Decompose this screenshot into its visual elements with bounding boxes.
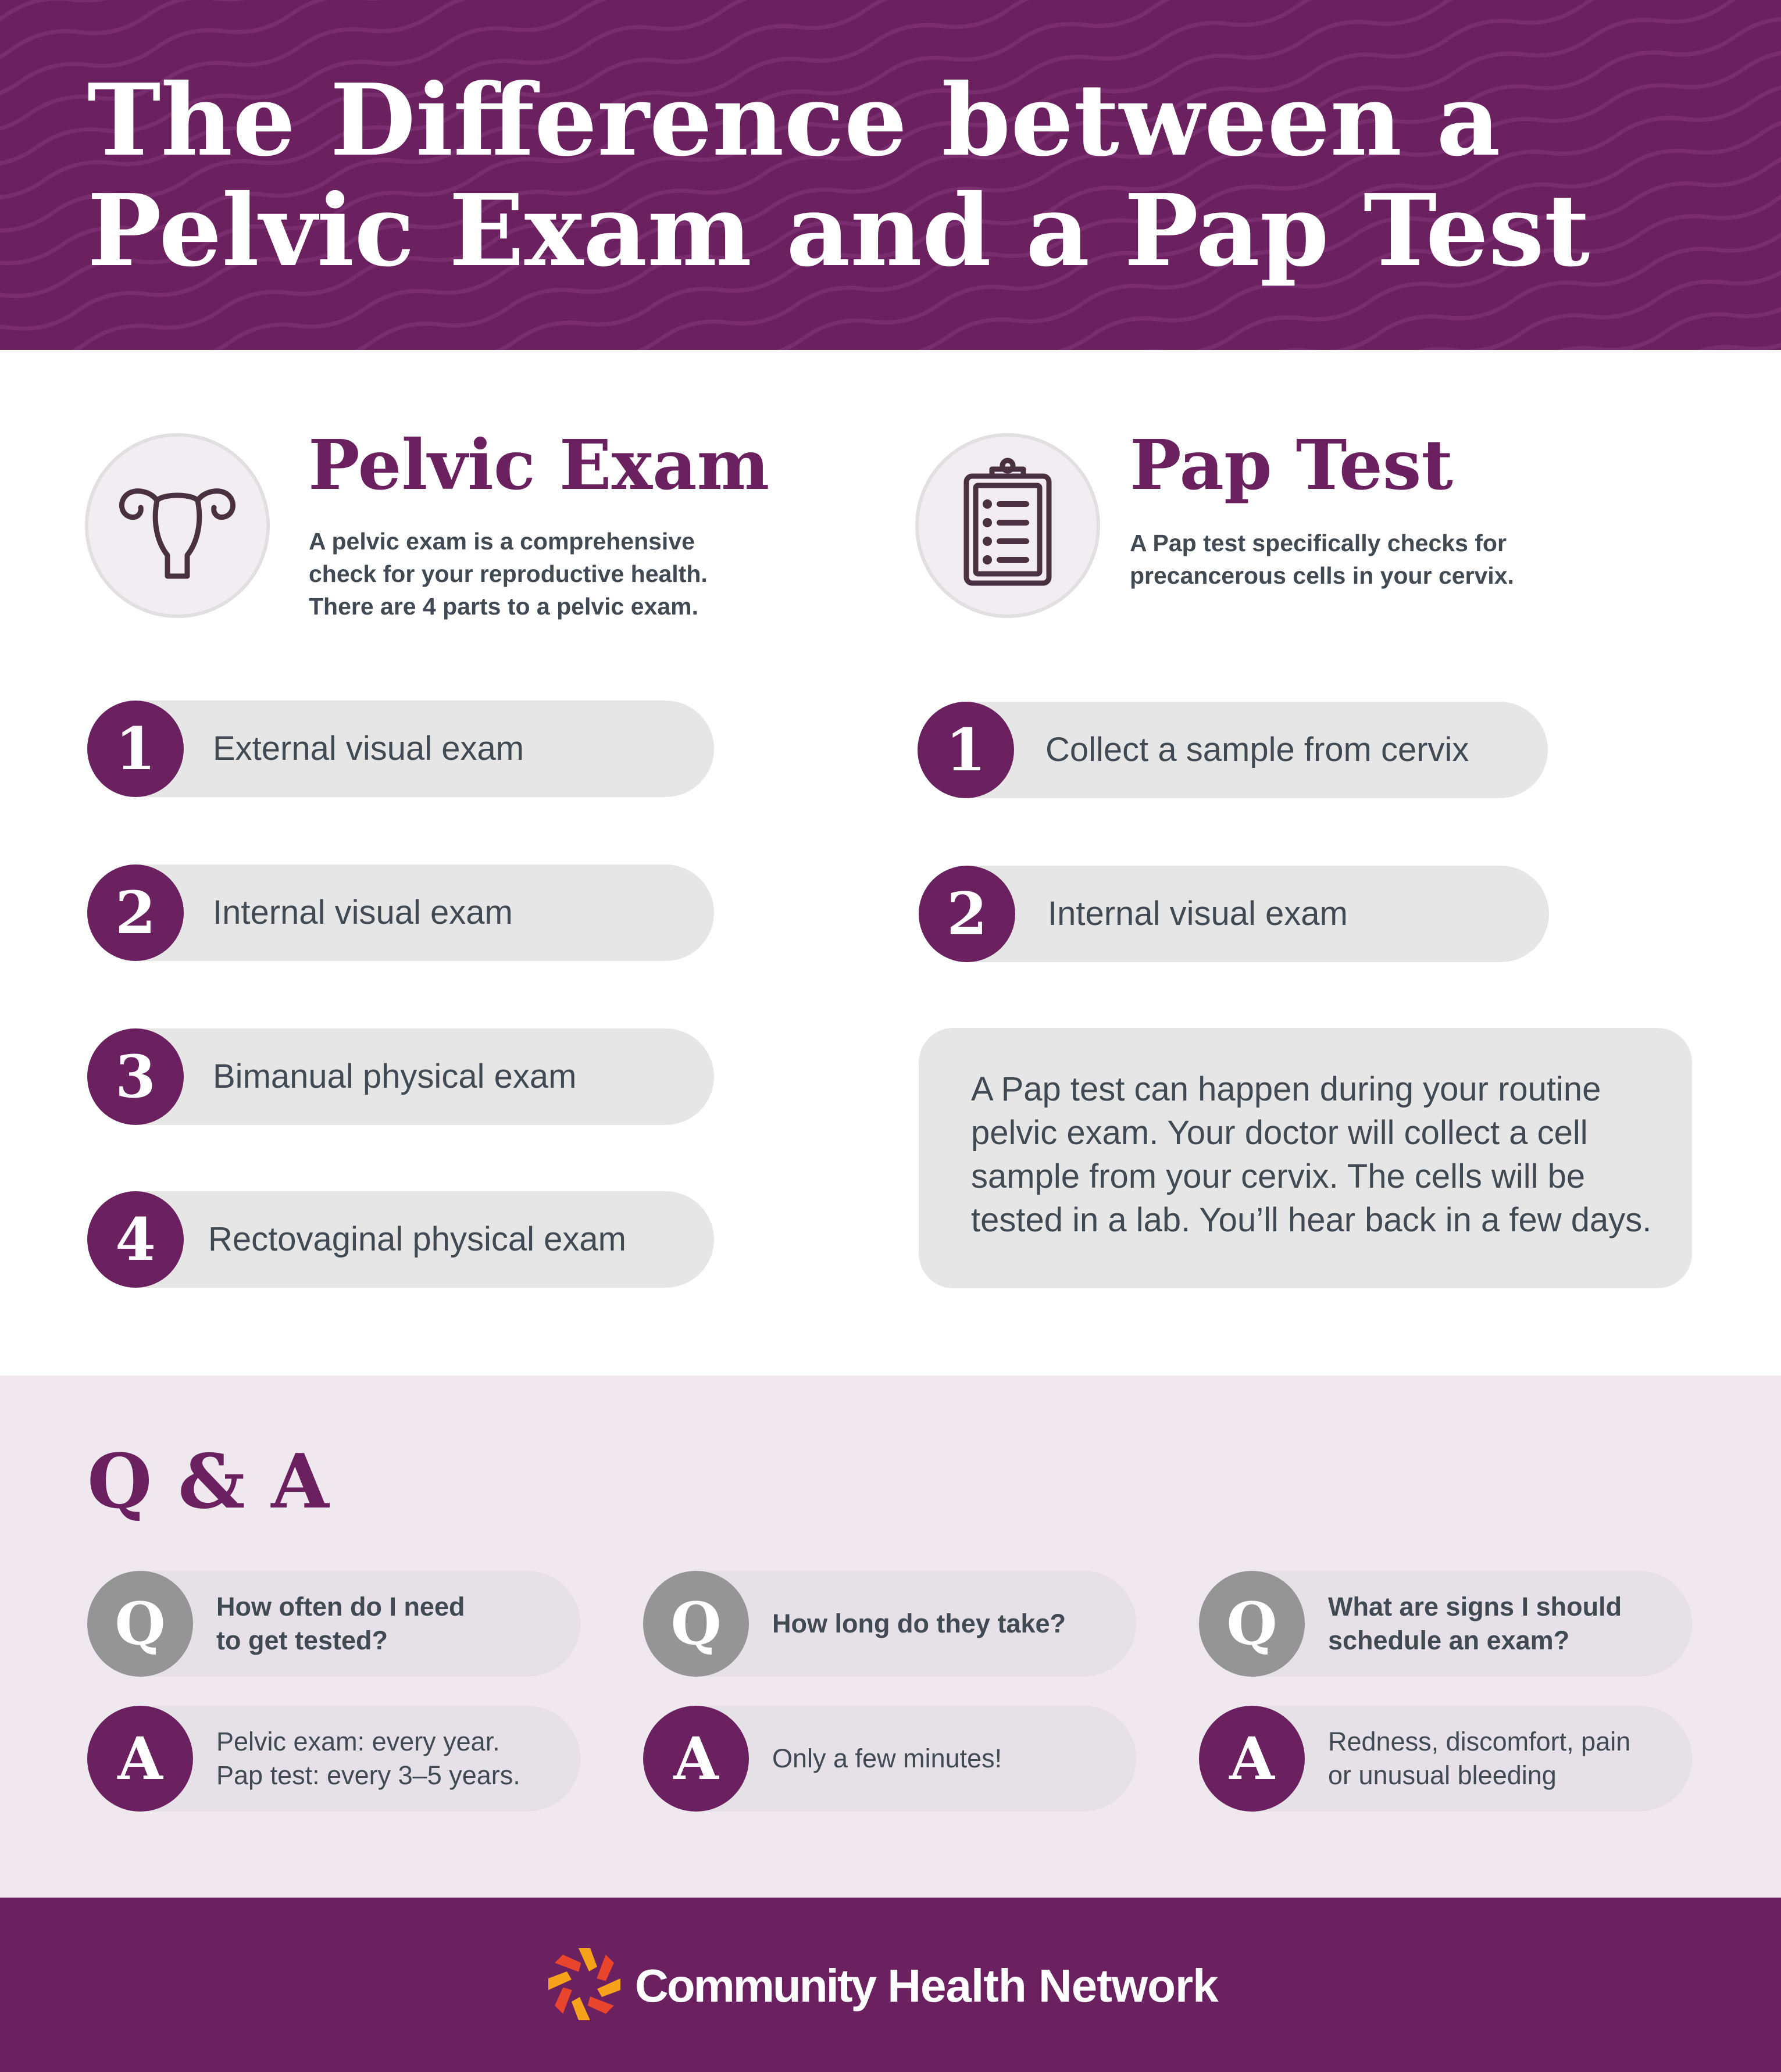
question-2-line-1: How long do they take? [772, 1609, 1066, 1638]
page-title-line-2: Pelvic Exam and a Pap Test [87, 173, 1590, 289]
pap-note-line-4: tested in a lab. You’ll hear back in a few days. [971, 1201, 1652, 1239]
answer-1-line-2: Pap test: every 3–5 years. [216, 1760, 520, 1790]
pelvic-step-1-number: 1 [87, 701, 184, 797]
question-3-text [1328, 1571, 1622, 1677]
answer-3-line-2: or unusual bleeding [1328, 1760, 1557, 1790]
brand-name-bold: Community [635, 1960, 875, 2012]
pap-step-1-number: 1 [918, 702, 1014, 798]
question-1-line-2: to get tested? [216, 1626, 388, 1655]
clipboard-icon [919, 437, 1097, 615]
question-2-badge: Q [643, 1571, 749, 1677]
pap-note-line-1: A Pap test can happen during your routine [971, 1070, 1601, 1108]
page-title [87, 62, 1657, 289]
answer-1-badge: A [87, 1706, 193, 1812]
question-1-badge: Q [87, 1571, 193, 1677]
pelvic-step-1-label: External visual exam [213, 730, 524, 767]
pap-step-1-label: Collect a sample from cervix [1045, 731, 1469, 769]
answer-1-text [216, 1706, 520, 1812]
answer-3-text [1328, 1706, 1630, 1812]
question-3-line-1: What are signs I should [1328, 1592, 1622, 1621]
pelvic-exam-title: Pelvic Exam [308, 424, 770, 505]
page-title-line-1: The Difference between a [87, 62, 1501, 178]
community-health-network-logo [545, 1945, 623, 2023]
pap-step-2-number: 2 [919, 866, 1015, 962]
clipboard-icon-badge [915, 433, 1100, 618]
pap-step-2-label: Internal visual exam [1048, 895, 1348, 933]
pelvic-desc-line-1: A pelvic exam is a comprehensive [309, 528, 695, 555]
question-3-line-2: schedule an exam? [1328, 1626, 1570, 1655]
answer-3-line-1: Redness, discomfort, pain [1328, 1727, 1631, 1756]
answer-2-badge: A [643, 1706, 749, 1812]
pelvic-step-3-number: 3 [87, 1028, 184, 1125]
pap-note-line-3: sample from your cervix. The cells will be [971, 1158, 1586, 1195]
pelvic-exam-description [309, 525, 708, 623]
pelvic-step-2-number: 2 [87, 864, 184, 961]
pap-test-note [919, 1028, 1692, 1288]
answer-2-text [772, 1706, 1002, 1812]
answer-3-badge: A [1199, 1706, 1305, 1812]
pelvic-step-2-label: Internal visual exam [213, 894, 513, 931]
brand-name-rest: Health Network [875, 1960, 1218, 2012]
question-1-text [216, 1571, 465, 1677]
pelvic-step-3-label: Bimanual physical exam [213, 1058, 577, 1095]
question-3-badge: Q [1199, 1571, 1305, 1677]
question-2-text [772, 1571, 1066, 1677]
uterus-icon [88, 437, 266, 615]
pelvic-step-4-label: Rectovaginal physical exam [208, 1220, 626, 1258]
answer-1-line-1: Pelvic exam: every year. [216, 1727, 500, 1756]
question-1-line-1: How often do I need [216, 1592, 465, 1621]
answer-2-line-1: Only a few minutes! [772, 1744, 1002, 1773]
pap-note-line-2: pelvic exam. Your doctor will collect a cell [971, 1114, 1588, 1152]
pelvic-desc-line-3: There are 4 parts to a pelvic exam. [309, 593, 698, 620]
uterus-icon-badge [85, 433, 270, 618]
brand-name [635, 1959, 1218, 2013]
pelvic-desc-line-2: check for your reproductive health. [309, 560, 708, 587]
pelvic-step-4-number: 4 [87, 1191, 184, 1288]
pap-desc-line-1: A Pap test specifically checks for [1130, 530, 1507, 556]
qa-title: Q & A [87, 1438, 329, 1526]
pap-test-title: Pap Test [1130, 424, 1453, 505]
pap-test-description [1130, 527, 1514, 592]
pap-desc-line-2: precancerous cells in your cervix. [1130, 562, 1514, 589]
